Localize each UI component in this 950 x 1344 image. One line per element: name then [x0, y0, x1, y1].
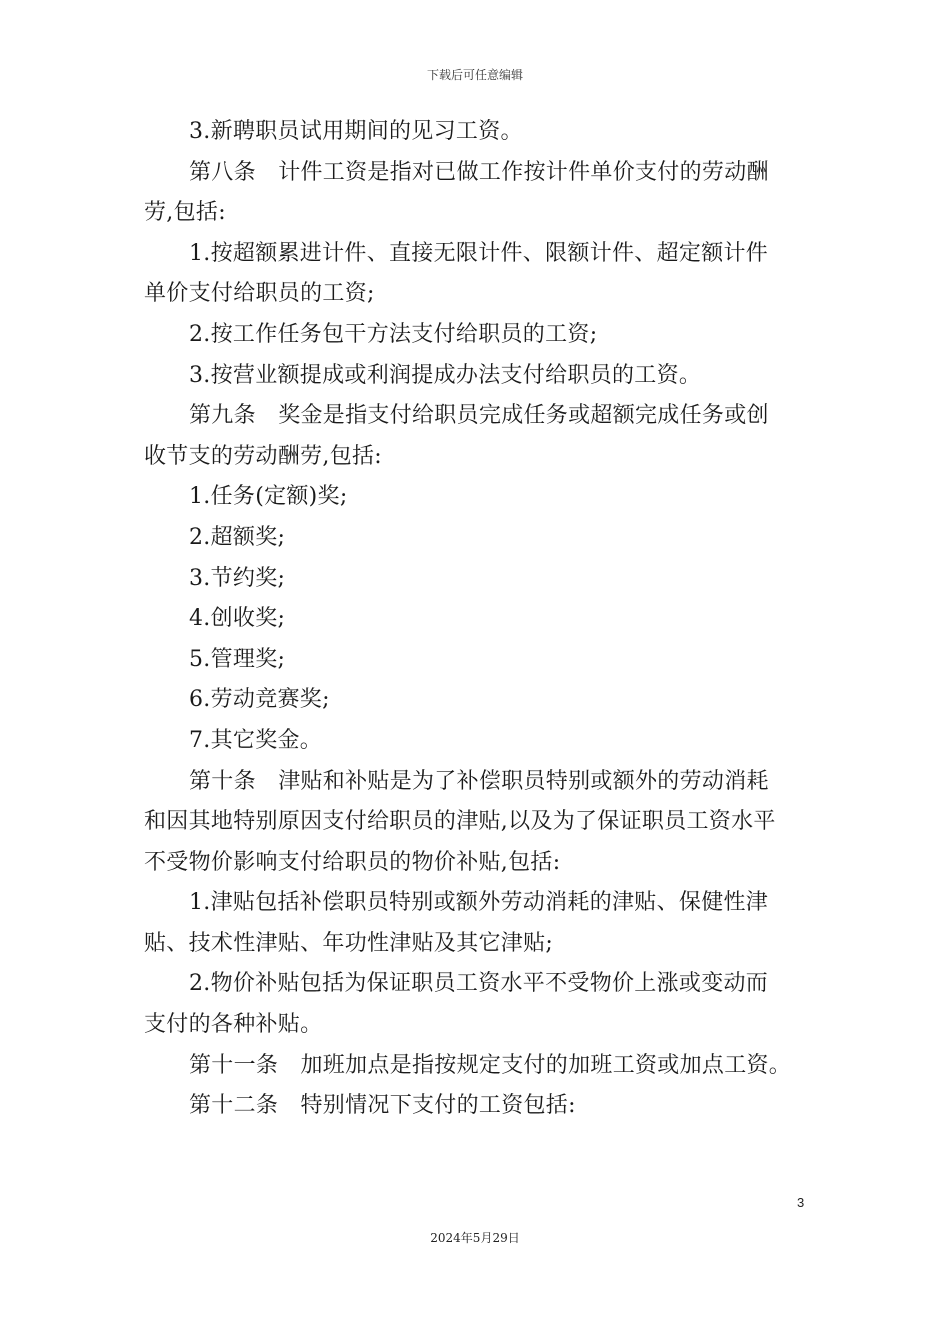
paragraph-line: 2.按工作任务包干方法支付给职员的工资;: [189, 321, 598, 347]
paragraph-line: 3.新聘职员试用期间的见习工资。: [189, 119, 523, 144]
paragraph-line: 第十二条 特别情况下支付的工资包括:: [189, 1093, 576, 1119]
paragraph-line: 贴、技术性津贴、年功性津贴及其它津贴;: [144, 930, 554, 956]
paragraph-line: 3.按营业额提成或利润提成办法支付给职员的工资。: [189, 362, 702, 388]
paragraph-line: 第十条 津贴和补贴是为了补偿职员特别或额外的劳动消耗: [189, 768, 769, 794]
paragraph-line: 支付的各种补贴。: [144, 1012, 323, 1038]
paragraph-line: 不受物价影响支付给职员的物价补贴,包括:: [144, 849, 561, 875]
paragraph-line: 2.物价补贴包括为保证职员工资水平不受物价上涨或变动而: [189, 971, 769, 997]
paragraph-line: 第十一条 加班加点是指按规定支付的加班工资或加点工资。: [189, 1052, 792, 1078]
paragraph-line: 1.按超额累进计件、直接无限计件、限额计件、超定额计件: [189, 240, 769, 266]
paragraph-line: 3.节约奖;: [189, 565, 286, 591]
document-body: [144, 112, 808, 1127]
paragraph-line: 2.超额奖;: [189, 524, 286, 550]
paragraph-line: 4.创收奖;: [189, 606, 286, 632]
paragraph-line: 7.其它奖金。: [189, 727, 323, 753]
paragraph-line: 收节支的劳动酬劳,包括:: [144, 443, 383, 469]
paragraph-line: 1.任务(定额)奖;: [189, 484, 348, 510]
paragraph-line: 5.管理奖;: [189, 646, 286, 672]
paragraph-line: 1.津贴包括补偿职员特别或额外劳动消耗的津贴、保健性津: [189, 890, 769, 916]
paragraph-line: 第九条 奖金是指支付给职员完成任务或超额完成任务或创: [189, 403, 769, 429]
paragraph-line: 劳,包括:: [144, 200, 226, 226]
paragraph-line: 6.劳动竞赛奖;: [189, 687, 330, 713]
page-number: 3: [797, 1195, 805, 1210]
page-header: 下载后可任意编辑: [426, 68, 523, 82]
paragraph-line: 和因其地特别原因支付给职员的津贴,以及为了保证职员工资水平: [144, 809, 776, 835]
paragraph-line: 单价支付给职员的工资;: [144, 281, 375, 307]
paragraph-line: 第八条 计件工资是指对已做工作按计件单价支付的劳动酬: [189, 159, 769, 185]
page-footer-date: 2024年5月29日: [430, 1231, 520, 1245]
